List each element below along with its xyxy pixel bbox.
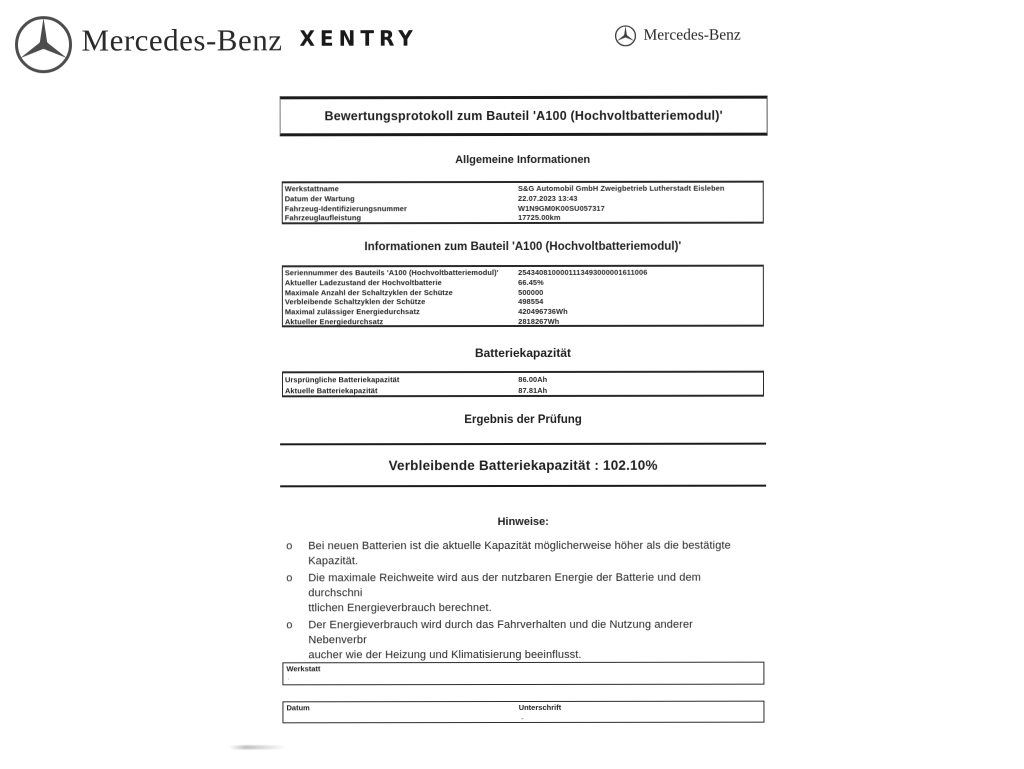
- scan-mark: .: [287, 674, 290, 682]
- table-row: [285, 374, 763, 386]
- row-label: Aktueller Ladezustand der Hochvoltbatterie: [284, 277, 442, 288]
- document-body: [279, 0, 768, 768]
- document-title: Bewertungsprotokoll zum Bauteil 'A100 (Hochvoltbatteriemodul)': [324, 108, 723, 124]
- row-label: Maximale Anzahl der Schaltzyklen der Schütze: [284, 287, 453, 297]
- notes-list: [286, 539, 748, 666]
- xentry-logo: XENTRY: [299, 25, 418, 51]
- component-info-table: [282, 265, 764, 328]
- table-row: [285, 213, 763, 223]
- row-label: Ursprüngliche Batteriekapazität: [284, 375, 400, 385]
- row-value: 500000: [518, 287, 544, 297]
- bullet-marker: o: [286, 619, 293, 632]
- row-value: W1N9GM0K00SU057317: [517, 203, 605, 213]
- section-heading-result: Ergebnis der Prüfung: [464, 413, 582, 427]
- row-value: 66.45%: [518, 277, 544, 287]
- note-text: Die maximale Reichweite wird aus der nutzbaren Energie der Batterie und dem durchschni ttlichen Energieverbrauch berechnet.: [308, 571, 701, 615]
- section-heading-general: Allgemeine Informationen: [455, 153, 591, 167]
- row-label: Aktuelle Batteriekapazität: [285, 386, 378, 396]
- workshop-label: Werkstatt: [286, 664, 321, 674]
- note-text: Der Energieverbrauch wird durch das Fahrverhalten und die Nutzung anderer Nebenverbr aucher wie der Heizung und Klimatisierung beeinflusst.: [308, 618, 693, 662]
- date-label: Datum: [286, 703, 310, 713]
- row-label: Verbleibende Schaltzyklen der Schütze: [284, 297, 426, 307]
- capacity-table: [282, 371, 764, 398]
- table-row: [285, 184, 763, 194]
- section-heading-component: Informationen zum Bauteil 'A100 (Hochvoltbatteriemodul)': [364, 240, 682, 254]
- note-item: [286, 571, 748, 617]
- row-value: 86.00Ah: [518, 374, 548, 384]
- table-row: [285, 277, 763, 287]
- workshop-signature-box: [282, 662, 764, 686]
- section-heading-notes: Hinweise:: [497, 515, 549, 529]
- row-value: 420496736Wh: [518, 307, 568, 317]
- table-row: [285, 297, 763, 307]
- document-title-box: [280, 96, 768, 137]
- table-row: [285, 317, 763, 327]
- scan-mark: -: [521, 713, 524, 723]
- row-value: 22.07.2023 13:43: [517, 193, 578, 203]
- row-value: 17725.00km: [518, 213, 561, 223]
- row-value: 2818267Wh: [518, 316, 560, 326]
- bullet-marker: o: [286, 540, 293, 553]
- row-value: 2543408100001113493000001611006: [518, 267, 648, 277]
- section-heading-capacity: Batteriekapazität: [474, 345, 571, 361]
- row-label: Maximal zulässiger Energiedurchsatz: [284, 307, 420, 317]
- row-value: 87.81Ah: [518, 385, 548, 395]
- row-value: S&G Automobil GmbH Zweigbetrieb Lutherstadt Eisleben: [517, 183, 725, 193]
- table-row: [285, 203, 763, 213]
- note-text: Bei neuen Batterien ist die aktuelle Kapazität möglicherweise höher als die bestätigte Kapazität.: [308, 539, 731, 568]
- row-label: Fahrzeug-Identifizierungsnummer: [284, 203, 407, 213]
- note-item: [286, 618, 748, 664]
- remaining-capacity-result: Verbleibende Batteriekapazität : 102.10%: [388, 457, 658, 473]
- mercedes-wordmark-right: Mercedes-Benz: [643, 26, 741, 44]
- row-label: Seriennummer des Bauteils 'A100 (Hochvoltbatteriemodul)': [284, 268, 499, 278]
- row-label: Datum der Wartung: [284, 194, 355, 204]
- row-value: 498554: [518, 297, 544, 307]
- mercedes-star-icon: [13, 14, 73, 76]
- row-label: Aktueller Energiedurchsatz: [284, 317, 384, 327]
- table-row: [285, 193, 763, 203]
- note-item: [286, 539, 748, 570]
- table-row: [285, 287, 763, 297]
- row-label: Werkstattname: [284, 184, 339, 194]
- general-info-table: [282, 181, 764, 225]
- table-row: [285, 385, 763, 397]
- scan-artifact: [229, 745, 287, 749]
- date-signature-box: [282, 701, 764, 724]
- table-row: [285, 307, 763, 317]
- result-banner: [280, 443, 766, 488]
- mercedes-wordmark-left: Mercedes-Benz: [81, 22, 283, 58]
- table-row: [285, 268, 763, 278]
- row-label: Fahrzeuglaufleistung: [284, 213, 362, 223]
- bullet-marker: o: [286, 572, 293, 585]
- signature-label: Unterschrift: [518, 702, 562, 712]
